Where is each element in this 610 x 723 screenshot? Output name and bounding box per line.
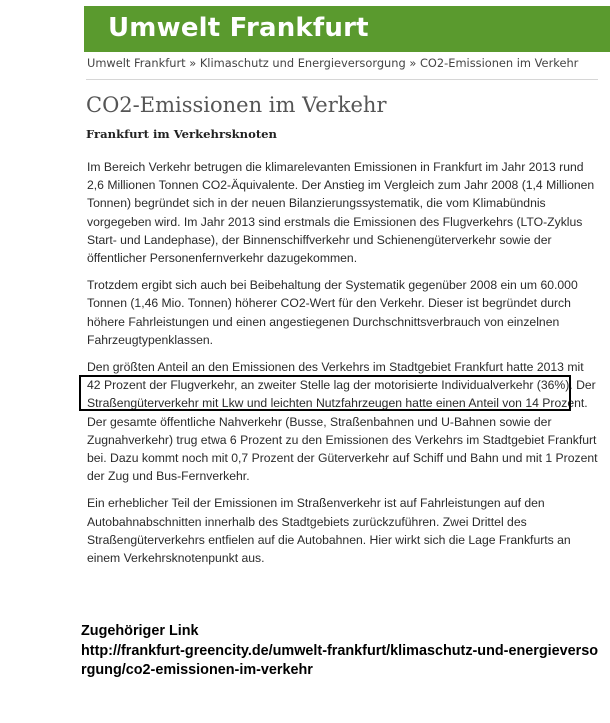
related-link-url[interactable]: http://frankfurt-greencity.de/umwelt-frankfurt/klimaschutz-und-energieversorgung/co2-emissionen-im-verkehr [81,642,599,678]
article-body [87,158,599,576]
breadcrumb-divider [86,79,598,80]
related-link-heading: Zugehöriger Link [81,623,199,639]
paragraph-2: Trotzdem ergibt sich auch bei Beibehaltung der Systematik gegenüber 2008 ein um 60.000 Tonnen (1,46 Mio. Tonnen) höherer CO2-Wert für den Verkehr. Dieser ist begründet durch höhere Fahrleistungen und einen angestiegenen Durchschnittsverbrauch von einzelnen Fahrzeugtypenklassen. [87,278,578,347]
site-title[interactable]: Umwelt Frankfurt [108,13,369,43]
breadcrumb-item-umwelt-frankfurt[interactable]: Umwelt Frankfurt [87,56,186,70]
highlight-box [79,375,571,411]
paragraph-1: Im Bereich Verkehr betrugen die klimarelevanten Emissionen in Frankfurt im Jahr 2013 rund 2,6 Millionen Tonnen CO2-Äquivalente. Der Anstieg im Vergleich zum Jahr 2008 (1,4 Millionen Tonnen) begründet sich in der neuen Bilanzierungssystematik, die vom Klimabündnis vorgegeben wird. Im Jahr 2013 sind erstmals die Emissionen des Flugverkehrs (LTO-Zyklus Start- und Landephase), der Binnenschiffverkehr und Schienengüterverkehr sowie der öffentlicher Personenfernverkehr dazugekommen. [87,160,595,266]
paragraph-3: Den größten Anteil an den Emissionen des Verkehrs im Stadtgebiet Frankfurt hatte 2013 mit 42 Prozent der Flugverkehr, an zweiter Stelle lag der motorisierte Individualverkehr (36%). Der Straßengüterverkehr mit Lkw und leichten Nutzfahrzeugen hatte einen Anteil von 14 Prozent. Der gesamte öffentliche Nahverkehr (Busse, Straßenbahnen und U-Bahnen sowie der Zugnahverkehr) trug etwa 6 Prozent zu den Emissionen des Verkehrs im Stadtgebiet Frankfurt bei. Dazu kommt noch mit 0,7 Prozent der Güterverkehr auf Schiff und Bahn und mit 1 Prozent der Zug und Bus-Fernverkehr. [87,360,598,484]
breadcrumb-item-klimaschutz[interactable]: Klimaschutz und Energieversorgung [199,56,406,70]
page-subtitle: Frankfurt im Verkehrsknoten [86,127,277,141]
breadcrumb-separator: » [189,56,197,70]
site-banner [84,6,610,52]
paragraph-4: Ein erheblicher Teil der Emissionen im Straßenverkehr ist auf Fahrleistungen auf den Autobahnabschnitten innerhalb des Stadtgebiets zurückzuführen. Zwei Drittel des Straßengüterverkehrs entfielen auf die Autobahnen. Hier wirkt sich die Lage Frankfurts an einem Verkehrsknotenpunkt aus. [87,496,571,566]
page-title: CO2-Emissionen im Verkehr [86,93,387,117]
related-link-section [81,622,601,681]
breadcrumb-item-current[interactable]: CO2-Emissionen im Verkehr [419,56,579,70]
breadcrumb [87,56,609,70]
breadcrumb-separator: » [409,56,417,70]
